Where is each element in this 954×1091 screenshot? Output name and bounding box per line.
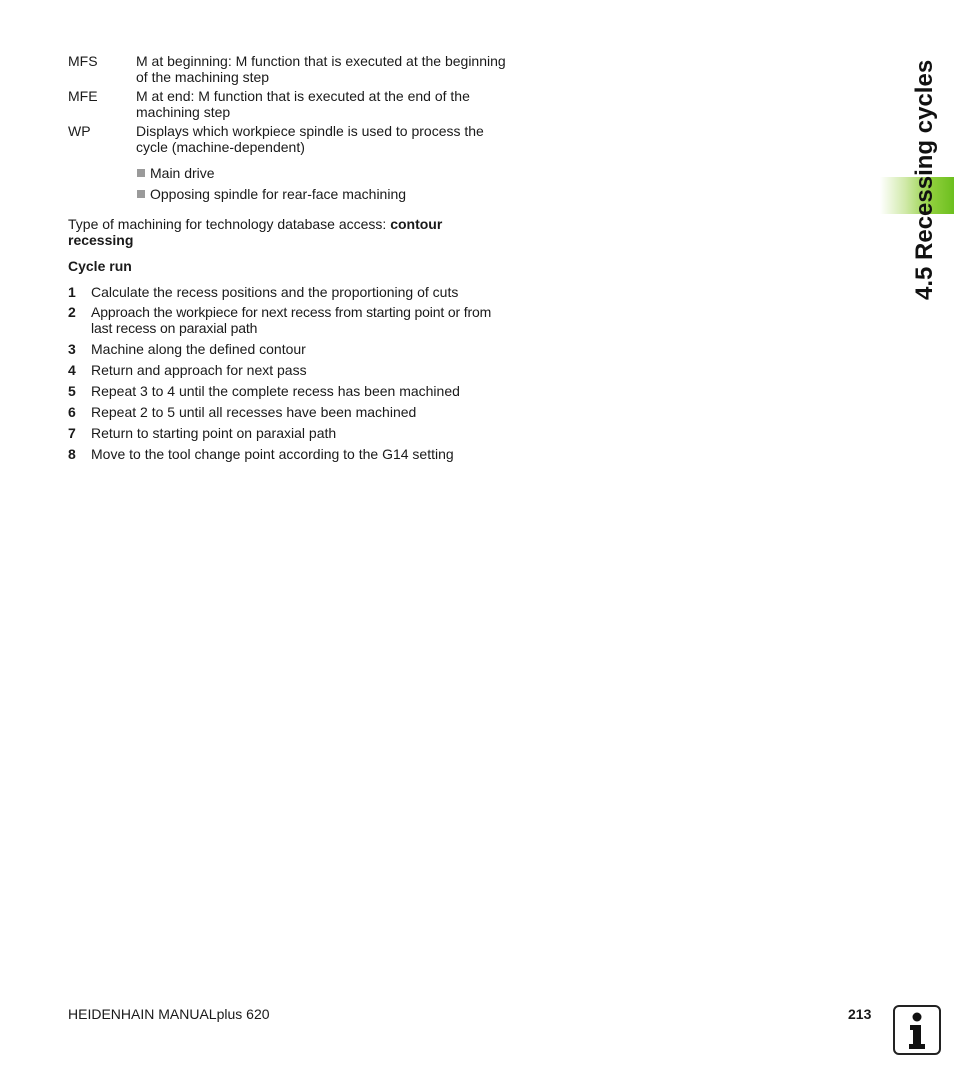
- step-number: 5: [68, 383, 76, 399]
- technology-value: contour recessing: [68, 216, 443, 248]
- step-text: Return and approach for next pass: [91, 362, 307, 378]
- param-key: MFE: [68, 88, 98, 104]
- square-bullet-icon: [137, 169, 145, 177]
- param-description: M at end: M function that is executed at the end of the machining step: [136, 88, 470, 120]
- step-text: Repeat 3 to 4 until the complete recess has been machined: [91, 383, 460, 399]
- param-key: WP: [68, 123, 91, 139]
- manual-title: HEIDENHAIN MANUALplus 620: [68, 1006, 270, 1022]
- param-description: Displays which workpiece spindle is used to process the cycle (machine-dependent): [136, 123, 484, 155]
- step-text: Approach the workpiece for next recess from starting point or from last recess on paraxial path: [91, 304, 492, 336]
- wp-option-label: Main drive: [150, 165, 215, 181]
- step-number: 1: [68, 284, 76, 300]
- step-text: Move to the tool change point according to the G14 setting: [91, 446, 454, 462]
- step-number: 6: [68, 404, 76, 420]
- technology-text: Type of machining for technology database access:: [68, 216, 391, 232]
- step-text: Calculate the recess positions and the proportioning of cuts: [91, 284, 459, 300]
- page-number: 213: [848, 1006, 872, 1022]
- wp-option-label: Opposing spindle for rear-face machining: [150, 186, 407, 202]
- step-text: Repeat 2 to 5 until all recesses have been machined: [91, 404, 417, 420]
- cycle-run-heading: Cycle run: [68, 258, 132, 274]
- chapter-side-title: 4.5 Recessing cycles: [911, 59, 938, 300]
- step-number: 2: [68, 304, 76, 320]
- step-number: 7: [68, 425, 76, 441]
- info-icon: [893, 1005, 941, 1055]
- wp-option-main-drive: [137, 165, 215, 181]
- step-text: Machine along the defined contour: [91, 341, 306, 357]
- param-description: M at beginning: M function that is executed at the beginning of the machining step: [136, 53, 506, 85]
- step-text: Return to starting point on paraxial path: [91, 425, 337, 441]
- step-number: 3: [68, 341, 76, 357]
- wp-option-opposing-spindle: [137, 186, 406, 202]
- info-glyph-icon: [895, 1007, 939, 1053]
- param-key: MFS: [68, 53, 98, 69]
- step-number: 4: [68, 362, 76, 378]
- step-number: 8: [68, 446, 76, 462]
- square-bullet-icon: [137, 190, 145, 198]
- technology-paragraph: [68, 216, 468, 248]
